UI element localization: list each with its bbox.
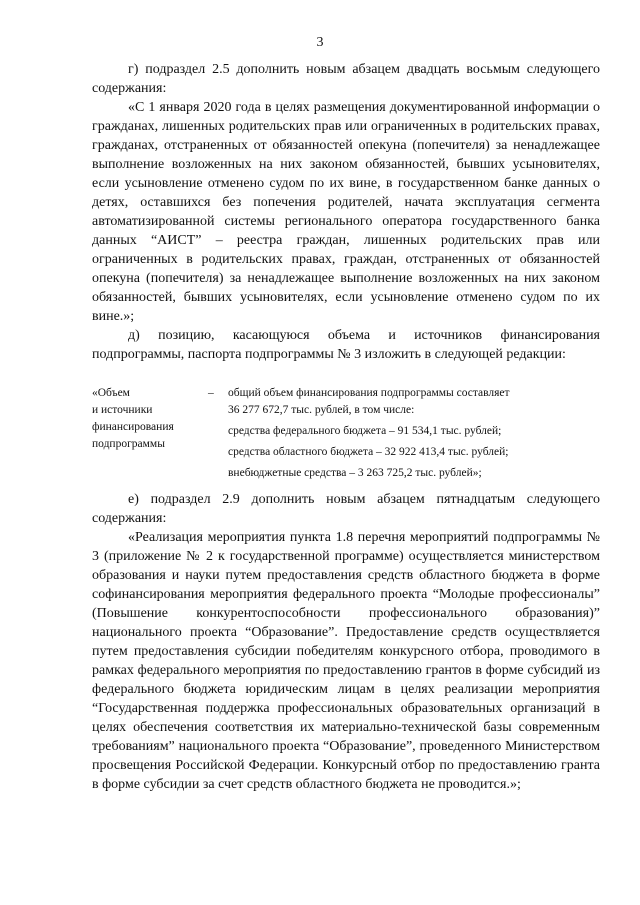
value-line: средства федерального бюджета – 91 534,1 тыс. рублей; xyxy=(228,425,502,437)
financing-table-value xyxy=(228,385,600,482)
paragraph-d: д) позицию, касающуюся объема и источников финансирования подпрограммы, паспорта подпрограммы № 3 изложить в следующей редакции: xyxy=(92,328,600,362)
paragraph-g-quote: «С 1 января 2020 года в целях размещения документированной информации о гражданах, лишенных родительских прав или ограниченных в родительских правах, гражданах, отстраненных от обязанностей опекуна (попечителя) за ненадлежащее выполнение возложенных на них законом обязанностей, бывших усыновителях, если усыновление отменено судом по их вине, в государственном банке данных о детях, оставшихся без попечения родителей, начата эксплуатация сегмента автоматизированной системы регионального оператора государственного банка данных “АИСТ” – реестра граждан, лишенных родительских прав или ограниченных в родительских правах, граждан, отстраненных от обязанностей опекуна (попечителя) за ненадлежащее выполнение возложенных на них законом обязанностей, бывших усыновителях, если усыновление отменено судом по их вине.»; xyxy=(92,100,600,324)
value-line: 36 277 672,7 тыс. рублей, в том числе: xyxy=(228,404,415,416)
paragraph-e: е) подраздел 2.9 дополнить новым абзацем пятнадцатым следующего содержания: xyxy=(92,492,600,526)
paragraph-g: г) подраздел 2.5 дополнить новым абзацем двадцать восьмым следующего содержания: xyxy=(92,62,600,96)
page-number: 3 xyxy=(316,35,324,50)
label-line: «Объем xyxy=(92,387,130,399)
amendment-block-e xyxy=(92,490,600,794)
label-line: подпрограммы xyxy=(92,438,165,450)
financing-table-label xyxy=(92,385,212,453)
label-line: финансирования xyxy=(92,421,174,433)
amendment-block-g-d xyxy=(92,60,600,364)
paragraph-e-quote: «Реализация мероприятия пункта 1.8 перечня мероприятий подпрограммы № 3 (приложение № 2 к государственной программе) осуществляется министерством образования и науки путем предоставления средств областного бюджета в форме софинансирования мероприятия федерального проекта “Молодые профессионалы” (Повышение конкурентоспособности профессионального образования)” национального проекта “Образование”. Предоставление средств осуществляется путем предоставления субсидии победителям конкурсного отбора, проводимого в рамках федерального мероприятия по предоставлению грантов в форме субсидий из федерального бюджета юридическим лицам в целях реализации мероприятия “Государственная поддержка профессиональных образовательных организаций в целях обеспечения соответствия их материально-технической базы современным требованиям” национального проекта “Образование”, проведенного Министерством просвещения Российской Федерации. Конкурсный отбор по предоставлению гранта в форме субсидии за счет средств областного бюджета не проводится.»; xyxy=(92,530,600,792)
label-line: и источники xyxy=(92,404,153,416)
table-dash: – xyxy=(208,387,214,399)
value-line: общий объем финансирования подпрограммы составляет xyxy=(228,387,510,399)
value-line: внебюджетные средства – 3 263 725,2 тыс. рублей»; xyxy=(228,467,482,479)
value-line: средства областного бюджета – 32 922 413,4 тыс. рублей; xyxy=(228,446,509,458)
